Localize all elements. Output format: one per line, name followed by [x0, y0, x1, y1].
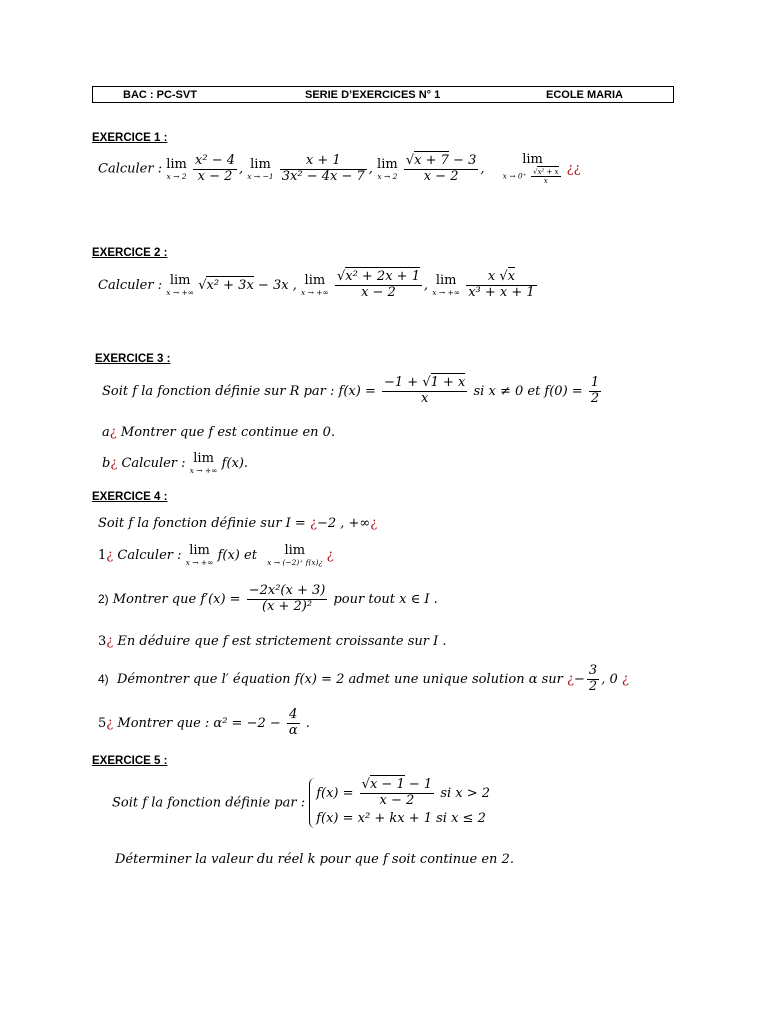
fraction-1: $\frac{\text{x² − 4}}{x - 2}$ [195, 152, 236, 184]
exercise-3-definition: Soit f la fonction définie sur R par : f(x) = $\frac{-1 + √1 + x}{x}$ si x ≠ 0 et f(0) = $\frac{1}{2}$ [102, 375, 600, 406]
exercise-3-title: EXERCICE 3 : [95, 353, 171, 365]
exercise-4-question-5: 5¿ Montrer que : α² = −2 − $\frac{4}{\alpha}$ . [98, 707, 310, 738]
header-left: BAC : PC-SVT [123, 89, 197, 101]
exercise-3-question-b: b¿ Calculer : lim x → +∞ f(x). [102, 451, 249, 475]
exercise-5-definition: Soit f la fonction définie par : f(x) = $\frac{√x - 1 - 1}{x - 2}$ si x > 2 f(x) = x² + kx + 1 si x ≤ 2 [112, 778, 490, 828]
lim-sub: x → 2 [166, 171, 187, 181]
header-center: SERIE D’EXERCICES N° 1 [305, 89, 441, 101]
exercise-2-title: EXERCICE 2 : [92, 247, 168, 259]
lim-label: lim [166, 156, 187, 172]
header-right: ECOLE MARIA [546, 89, 623, 101]
exercise-4-question-2: 2) Montrer que f′(x) = $\frac{\text{−2x²(x + 3)}}{\text{(x + 2)²}}$ pour tout x ∈ I . [98, 583, 438, 614]
header-box [92, 86, 674, 103]
broken-glyph: ¿¿ [566, 161, 581, 177]
fraction-2: $\frac{x + 1}{\text{3x² − 4x − 7}}$ [281, 152, 365, 184]
exercise-4-title: EXERCICE 4 : [92, 491, 168, 503]
exercise-5-question: Déterminer la valeur du réel k pour que f soit continue en 2. [115, 852, 514, 867]
exercise-4-question-3: 3¿ En déduire que f est strictement croissante sur I . [98, 634, 447, 649]
exercise-4-definition: Soit f la fonction définie sur I = ¿−2 , +∞¿ [98, 516, 378, 531]
exercise-1-title: EXERCICE 1 : [92, 132, 168, 144]
exercise-2-expression: Calculer : lim x → +∞ √x² + 3x − 3x , lim x → +∞ $\frac{\text{√x² + 2x + 1}}{x - 2}$ , lim x → +∞ $\frac{x √x}{\text{x³ + x + 1}}$ [98, 269, 535, 300]
calc-label: Calculer : [98, 161, 163, 177]
exercise-4-question-1: 1¿ Calculer : lim x → +∞ f(x) et lim x → (−2)⁺ f(x)¿ ¿ [98, 543, 334, 567]
piecewise-brace: f(x) = $\frac{√x - 1 - 1}{x - 2}$ si x > 2 f(x) = x² + kx + 1 si x ≤ 2 [309, 778, 490, 828]
exercise-5-title: EXERCICE 5 : [92, 755, 168, 767]
fraction-3: $\frac{√x + 7 - 3}{x - 2}$ [405, 152, 477, 184]
exercise-4-question-4: 4) Démontrer que l′ équation f(x) = 2 admet une unique solution α sur ¿− $\frac{3}{2}$ , 0 ¿ [98, 663, 629, 694]
exercise-3-question-a: a¿ Montrer que f est continue en 0. [102, 425, 336, 440]
exercise-1-expression: Calculer : lim x → 2 $\frac{\text{x² − 4}}{x - 2}$ , lim x → −1 $\frac{x + 1}{\text{3x² − 4x − 7}}$ , lim x → 2 $\frac{√x + 7 - 3}{x - 2}$ , lim x → 0⁺ $\frac{\text{√x² + x}}{x}$ ¿¿ [98, 152, 581, 186]
